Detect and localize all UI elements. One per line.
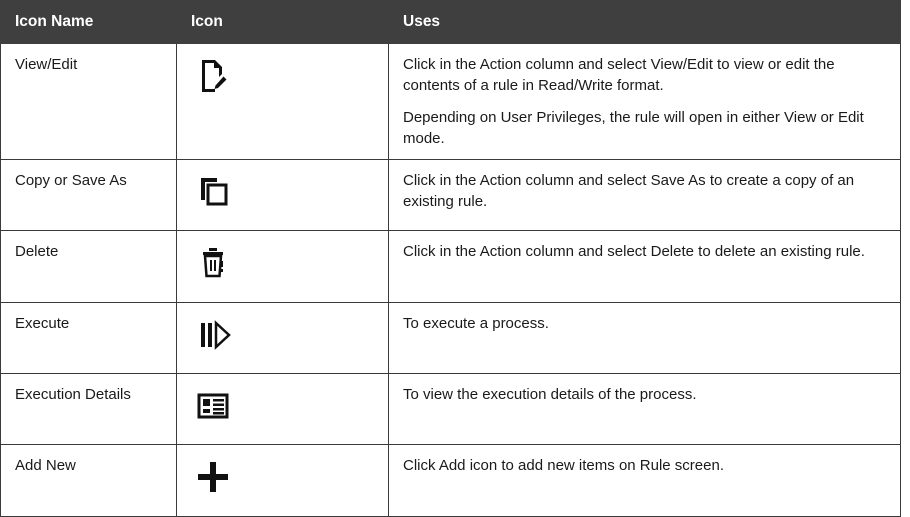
row-label: View/Edit — [1, 44, 177, 160]
table-row — [1, 302, 901, 373]
row-icon-cell — [177, 231, 389, 302]
row-description — [389, 160, 901, 231]
row-label: Copy or Save As — [1, 160, 177, 231]
row-description-line: Click in the Action column and select Delete to delete an existing rule. — [403, 243, 865, 261]
table-row — [1, 160, 901, 231]
row-description-line: Click Add icon to add new items on Rule screen. — [403, 457, 724, 475]
row-description — [389, 445, 901, 516]
row-label: Execution Details — [1, 374, 177, 445]
row-description — [389, 44, 901, 160]
table-row — [1, 374, 901, 445]
row-icon-cell — [177, 374, 389, 445]
row-description-line: To view the execution details of the process. — [403, 386, 697, 404]
column-header-icon-name: Icon Name — [1, 1, 177, 44]
view-edit-icon — [191, 54, 235, 98]
table-row — [1, 44, 901, 160]
row-description — [389, 302, 901, 373]
delete-trash-icon — [191, 241, 235, 285]
column-header-icon: Icon — [177, 1, 389, 44]
row-label: Add New — [1, 445, 177, 516]
row-icon-cell — [177, 44, 389, 160]
execution-details-icon — [191, 384, 235, 428]
row-description-line: To execute a process. — [403, 314, 549, 332]
row-description-line: Depending on User Privileges, the rule will open in either View or Edit mode. — [403, 108, 864, 147]
column-header-uses: Uses — [389, 1, 901, 44]
row-description — [389, 374, 901, 445]
row-label: Delete — [1, 231, 177, 302]
execute-play-icon — [191, 313, 235, 357]
table-row — [1, 231, 901, 302]
table-row — [1, 445, 901, 516]
row-icon-cell — [177, 160, 389, 231]
row-description — [389, 231, 901, 302]
row-icon-cell — [177, 445, 389, 516]
row-icon-cell — [177, 302, 389, 373]
row-description-line: Click in the Action column and select Save As to create a copy of an existing rule. — [403, 172, 855, 211]
row-label: Execute — [1, 302, 177, 373]
copy-save-as-icon — [191, 170, 235, 214]
add-new-plus-icon — [191, 455, 235, 499]
table-header-row — [1, 1, 901, 44]
row-description-line: Click in the Action column and select View/Edit to view or edit the contents of a rule in Read/Write format. — [403, 56, 835, 95]
